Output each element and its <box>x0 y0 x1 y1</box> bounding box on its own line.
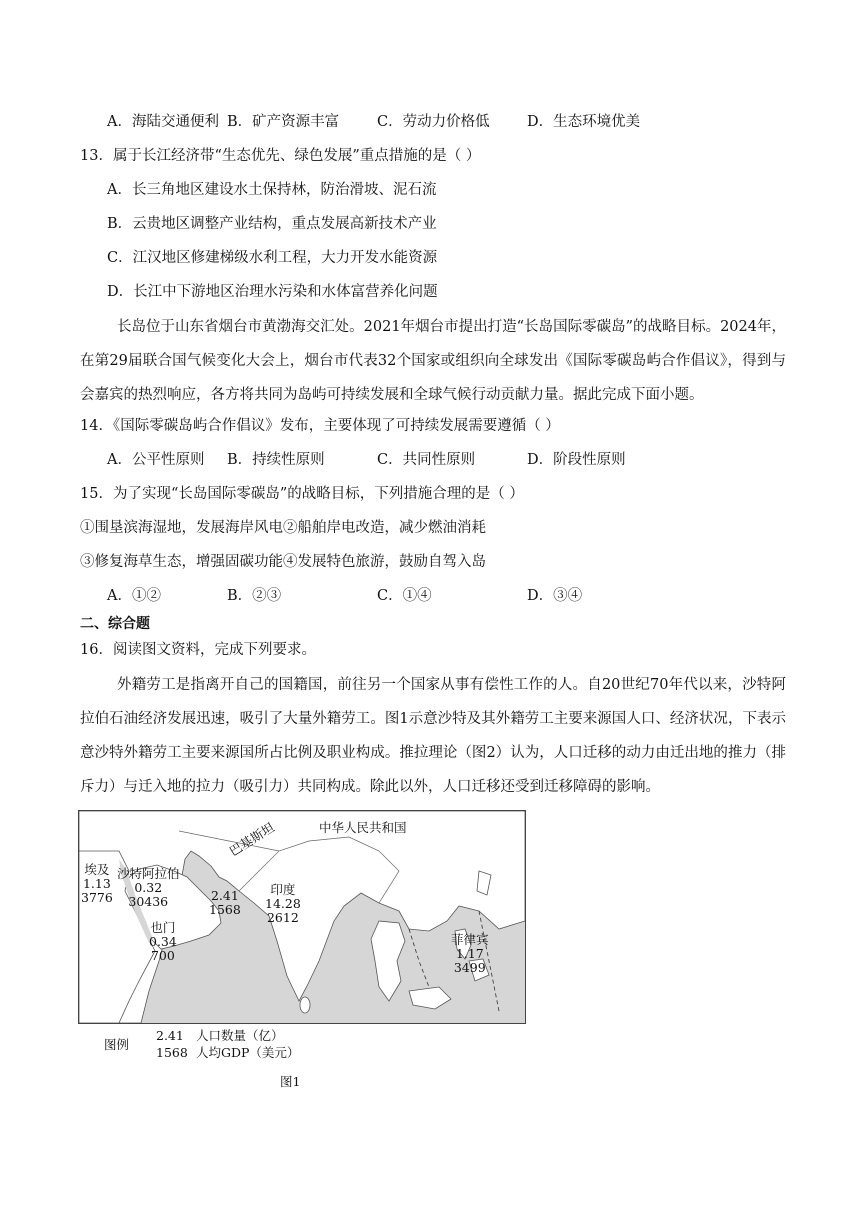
country-gdp: 3499 <box>453 960 486 975</box>
q16-passage: 外籍劳工是指离开自己的国籍国，前往另一个国家从事有偿性工作的人。自20世纪70年代以来，沙特阿拉伯石油经济发展迅速，吸引了大量外籍劳工。图1示意沙特及其外籍劳工主要来源国人口、经济状况，下表示意沙特外籍劳工主要来源国所占比例及职业构成。推拉理论（图2）认为，人口迁移的动力由迁出地的推力（排斥力）与迁入地的拉力（吸引力）共同构成。除此以外，人口迁移还受到迁移障碍的影响。 <box>80 677 786 795</box>
map-label-egypt <box>81 863 113 905</box>
q13-option-d: D．长江中下游地区治理水污染和水体富营养化问题 <box>107 284 438 300</box>
q13-option-a: A．长三角地区建设水土保持林，防治滑坡、泥石流 <box>107 182 437 198</box>
q16-stem: 16．阅读图文资料，完成下列要求。 <box>80 642 316 658</box>
q12-option-a: A．海陆交通便利 <box>107 114 219 130</box>
passage-changdao: 长岛位于山东省烟台市黄渤海交汇处。2021年烟台市提出打造“长岛国际零碳岛”的战略目标。2024年，在第29届联合国气候变化大会上，烟台市代表32个国家或组织向全球发出《国际零碳岛屿合作倡议》，得到与会嘉宾的热烈响应，各方将共同为岛屿可持续发展和全球气候行动贡献力量。据此完成下面小题。 <box>80 319 786 403</box>
map-label-india <box>265 883 301 925</box>
country-pop: 0.34 <box>149 934 177 949</box>
q13-stem: 13．属于长江经济带“生态优先、绿色发展”重点措施的是（ ） <box>80 148 481 164</box>
q15-statements-1: ①围垦滨海湿地，发展海岸风电②船舶岸电改造，减少燃油消耗 <box>80 520 486 536</box>
country-gdp: 30436 <box>128 894 169 909</box>
q12-option-b: B．矿产资源丰富 <box>227 114 340 130</box>
map-label-pakistan-data <box>209 889 241 917</box>
country-name: 沙特阿拉伯 <box>117 866 180 881</box>
country-pop: 2.41 <box>210 888 239 903</box>
q14-option-b: B．持续性原则 <box>227 452 325 468</box>
country-name: 印度 <box>270 882 296 897</box>
map-figure <box>78 810 526 1024</box>
section-heading: 二、综合题 <box>80 616 150 632</box>
q14-option-d: D．阶段性原则 <box>527 452 626 468</box>
map-label-china: 中华人民共和国 <box>319 820 407 835</box>
q15-option-c: C．①④ <box>377 588 432 604</box>
country-gdp: 1568 <box>209 902 241 917</box>
legend-title: 图例 <box>104 1037 130 1052</box>
q15-option-b: B．②③ <box>227 588 282 604</box>
country-gdp: 2612 <box>266 910 299 925</box>
q15-option-d: D．③④ <box>527 588 583 604</box>
country-name: 埃及 <box>84 862 110 877</box>
country-name: 也门 <box>150 920 176 935</box>
country-gdp: 3776 <box>81 890 113 905</box>
country-pop: 1.13 <box>82 876 111 891</box>
q12-option-c: C．劳动力价格低 <box>377 114 490 130</box>
legend-pop-label: 人口数量（亿） <box>196 1028 284 1043</box>
map-label-saudi <box>117 867 180 909</box>
q13-option-b: B．云贵地区调整产业结构，重点发展高新技术产业 <box>107 216 437 232</box>
country-pop: 14.28 <box>265 896 301 911</box>
country-gdp: 700 <box>150 948 175 963</box>
country-pop: 0.32 <box>134 880 163 895</box>
q12-option-d: D．生态环境优美 <box>527 114 641 130</box>
q14-stem: 14．《国际零碳岛屿合作倡议》发布，主要体现了可持续发展需要遵循（ ） <box>80 418 560 434</box>
map-label-yemen <box>149 921 177 963</box>
country-pop: 1.17 <box>455 946 484 961</box>
country-name: 菲律宾 <box>451 932 489 947</box>
map-label-philippines <box>451 933 489 975</box>
q15-statements-2: ③修复海草生态，增强固碳功能④发展特色旅游，鼓励自驾入岛 <box>80 554 486 570</box>
figure-caption: 图1 <box>280 1074 301 1089</box>
legend-gdp-label: 人均GDP（美元） <box>196 1045 300 1060</box>
map-background <box>79 811 525 1023</box>
q14-option-a: A．公平性原则 <box>107 452 205 468</box>
legend-gdp-value: 1568 <box>156 1045 188 1060</box>
q15-option-a: A．①② <box>107 588 161 604</box>
q15-stem: 15．为了实现“长岛国际零碳岛”的战略目标，下列措施合理的是（ ） <box>80 486 524 502</box>
map-label-pakistan: 巴基斯坦 <box>226 819 277 859</box>
q13-option-c: C．江汉地区修建梯级水利工程，大力开发水能资源 <box>107 250 438 266</box>
legend-pop-value: 2.41 <box>156 1028 184 1043</box>
q14-option-c: C．共同性原则 <box>377 452 476 468</box>
